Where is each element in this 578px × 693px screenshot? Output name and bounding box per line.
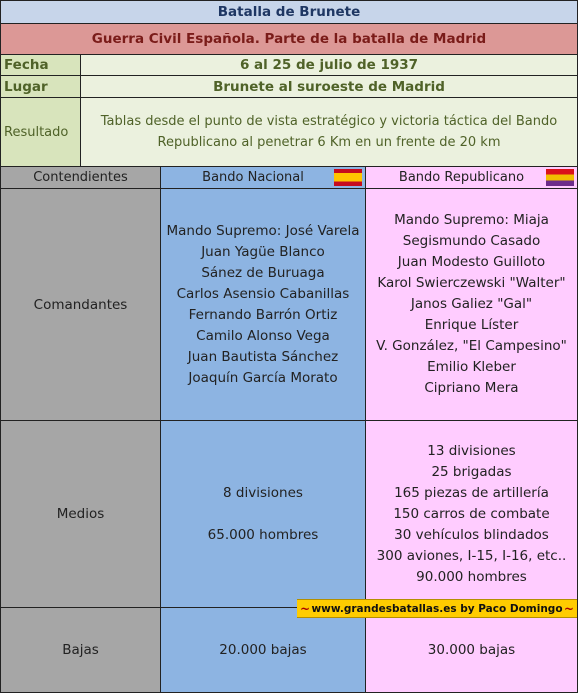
spain-flag-icon [334, 169, 362, 186]
list-item: Juan Modesto Guilloto [397, 254, 546, 270]
medios-republicano-list [377, 441, 567, 588]
bajas-row [0, 607, 578, 693]
spanish-republic-flag-icon [546, 169, 574, 186]
nacional-header [161, 167, 366, 188]
credit-banner [297, 599, 577, 618]
list-item: Enrique Líster [424, 317, 519, 333]
list-item: Carlos Asensio Cabanillas [176, 285, 350, 302]
fecha-row [0, 54, 578, 75]
subtitle-row [0, 23, 578, 54]
list-item: Camilo Alonso Vega [196, 327, 330, 344]
nacional-header-label: Bando Nacional [202, 170, 304, 185]
fecha-label: Fecha [1, 55, 81, 75]
republicano-header [366, 167, 577, 188]
medios-nacional-list [208, 483, 319, 546]
comandantes-nacional-list [166, 221, 359, 389]
resultado-row [0, 97, 578, 166]
comandantes-republicano [366, 189, 577, 420]
list-item: 30 vehículos blindados [394, 526, 549, 543]
list-item: Sánez de Buruaga [201, 264, 325, 281]
fecha-value: 6 al 25 de julio de 1937 [81, 55, 577, 75]
lugar-value: Brunete al suroeste de Madrid [81, 76, 577, 97]
tilde-right: ~ [563, 601, 574, 616]
lugar-row [0, 75, 578, 97]
list-item: 90.000 hombres [416, 568, 527, 585]
medios-nacional [161, 421, 366, 607]
title-row [0, 0, 578, 23]
bajas-republicano: 30.000 bajas [366, 608, 577, 692]
medios-republicano [366, 421, 577, 607]
resultado-value [81, 98, 577, 166]
list-item: Mando Supremo: José Varela [166, 222, 360, 239]
list-item: V. González, "El Campesino" [376, 338, 567, 354]
list-item: Segismundo Casado [402, 233, 541, 249]
list-item: Janos Galiez "Gal" [410, 296, 533, 312]
credit-text: www.grandesbatallas.es by Paco Domingo [311, 602, 563, 615]
list-item: 65.000 hombres [207, 526, 319, 543]
medios-row [0, 420, 578, 607]
list-item: 8 divisiones [223, 484, 303, 501]
list-item: Fernando Barrón Ortiz [188, 306, 338, 323]
page-title: Batalla de Brunete [217, 4, 361, 20]
page-subtitle: Guerra Civil Española. Parte de la batalla de Madrid [91, 31, 487, 47]
list-item: Karol Swierczewski "Walter" [377, 275, 566, 291]
list-item: Juan Bautista Sánchez [187, 348, 339, 365]
comandantes-row [0, 188, 578, 420]
comandantes-republicano-list [376, 210, 567, 399]
republicano-header-label: Bando Republicano [398, 170, 525, 185]
list-spacer [208, 504, 319, 525]
lugar-label: Lugar [1, 76, 81, 97]
medios-label: Medios [1, 421, 161, 607]
resultado-line-2: Republicano al penetrar 6 Km en un frente de 20 km [157, 135, 501, 150]
list-item: Cipriano Mera [424, 380, 519, 396]
contendientes-label: Contendientes [1, 167, 161, 188]
list-item: 300 aviones, I-15, I-16, etc.. [376, 547, 567, 564]
list-item: Emilio Kleber [427, 359, 516, 375]
comandantes-label: Comandantes [1, 189, 161, 420]
bajas-nacional: 20.000 bajas [161, 608, 366, 692]
list-item: Mando Supremo: Miaja [394, 212, 549, 228]
header-row [0, 166, 578, 188]
resultado-line-1: Tablas desde el punto de vista estratégico y victoria táctica del Bando [100, 114, 558, 129]
list-item: Juan Yagüe Blanco [201, 243, 325, 260]
list-item: Joaquín García Morato [188, 369, 338, 386]
bajas-label: Bajas [1, 608, 161, 692]
comandantes-nacional [161, 189, 366, 420]
list-item: 25 brigadas [431, 463, 512, 480]
list-item: 165 piezas de artillería [394, 484, 549, 501]
list-item: 150 carros de combate [393, 505, 550, 522]
tilde-left: ~ [300, 601, 311, 616]
resultado-label: Resultado [1, 98, 81, 166]
list-item: 13 divisiones [427, 442, 516, 459]
